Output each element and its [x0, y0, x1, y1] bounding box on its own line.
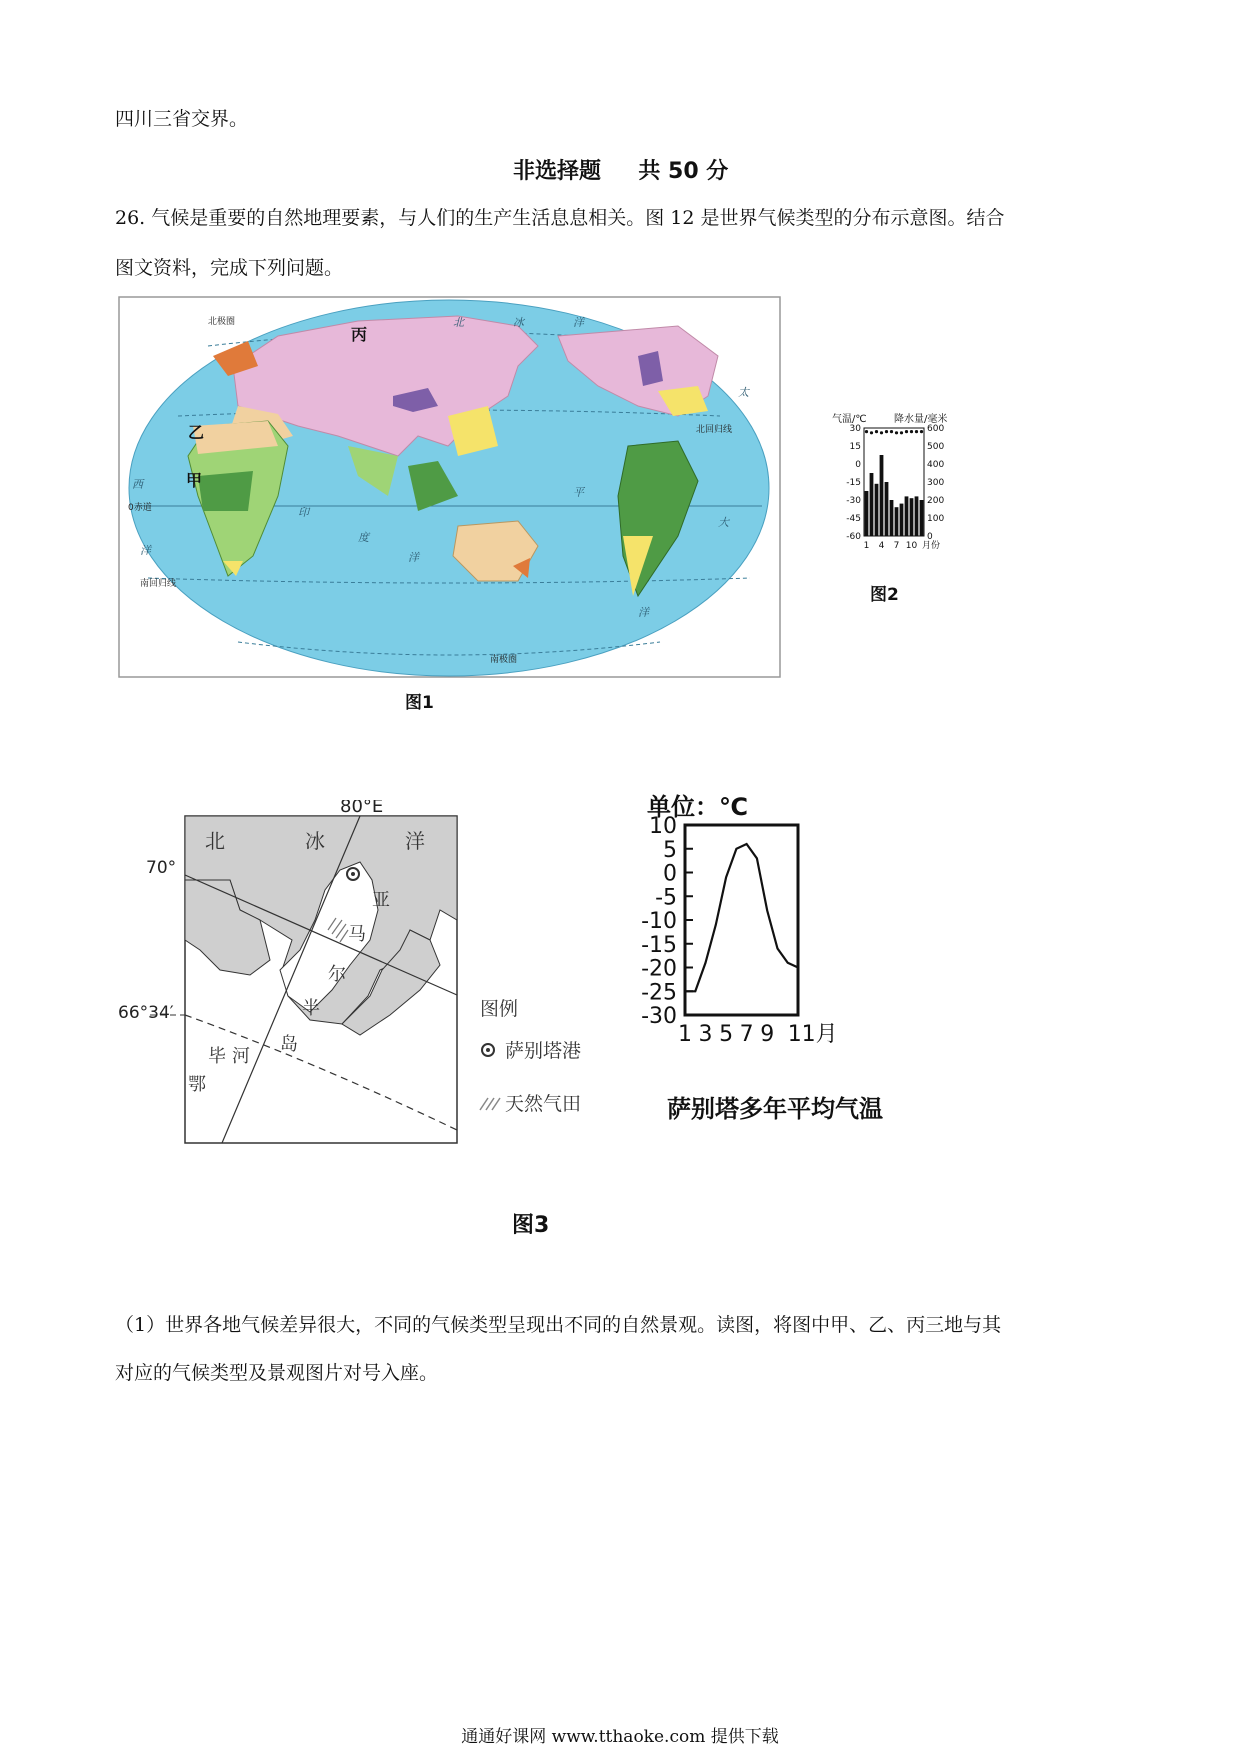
- ocean-char: 度: [358, 531, 369, 544]
- fig3-y-tick-label: 5: [663, 837, 677, 863]
- map-peninsula-char: 马: [348, 924, 366, 945]
- precip-bar: [905, 496, 909, 536]
- fig3-y-tick-label: 0: [663, 861, 677, 887]
- temp-point: [885, 430, 888, 433]
- month-tick-label: 1: [863, 541, 870, 551]
- temp-point: [915, 430, 918, 433]
- label-tropic-capricorn: 南回归线: [140, 579, 177, 589]
- fig2-x-label: 月份: [922, 541, 941, 551]
- map-ocean-char: 冰: [305, 829, 325, 853]
- map-river-char: 河: [232, 1046, 250, 1067]
- precip-bar: [870, 473, 874, 536]
- page-footer: 通通好课网 www.tthaoke.com 提供下载: [461, 1727, 779, 1747]
- ocean-char: 洋: [573, 316, 584, 329]
- temp-point: [865, 430, 868, 433]
- map-peninsula-char: 半: [302, 998, 320, 1019]
- fig3-plot-frame: [685, 825, 798, 1015]
- fig3-y-tick-label: -25: [641, 980, 677, 1006]
- yamal-map: [110, 800, 620, 1160]
- fig3-x-tick-label: 1: [678, 1022, 692, 1047]
- fig3-x-tick-label: 7: [739, 1022, 754, 1047]
- ocean-char: 印: [298, 506, 309, 519]
- precip-tick-label: 0: [927, 532, 933, 542]
- label-jia: 甲: [186, 471, 203, 490]
- ocean-char: 洋: [408, 551, 419, 564]
- fig3-caption: 图3: [512, 1213, 550, 1238]
- month-tick-label: 4: [878, 541, 885, 551]
- map-peninsula-char: 亚: [372, 890, 390, 911]
- fig2-climate-chart: [832, 410, 972, 570]
- temp-point: [875, 430, 878, 433]
- ocean-char: 北: [453, 316, 464, 329]
- temp-point: [900, 431, 903, 434]
- ocean-char: 洋: [140, 544, 151, 557]
- temp-point: [910, 430, 913, 433]
- fig3-unit-label: 单位：℃: [647, 793, 749, 821]
- label-tropic-cancer: 北回归线: [696, 425, 733, 435]
- ocean-char: 太: [738, 386, 749, 399]
- precip-tick-label: 600: [927, 424, 945, 434]
- fig2-plot: [832, 424, 972, 570]
- temp-tick-label: -15: [846, 478, 861, 488]
- precip-bar: [900, 504, 904, 536]
- map-lon-label: 80°E: [340, 800, 384, 817]
- label-arctic-circle: 北极圈: [208, 317, 236, 327]
- precip-bar: [865, 491, 869, 536]
- fig2-temp-axis-label: 气温/℃: [832, 414, 867, 425]
- temp-point: [905, 430, 908, 433]
- question-line-1: 26. 气候是重要的自然地理要素，与人们的生产生活息息相关。图 12 是世界气候类型的分布示意图。结合: [115, 207, 1005, 229]
- fig3-y-tick-label: -10: [641, 909, 677, 934]
- fig3-x-tick-label: 3: [698, 1022, 713, 1047]
- sabetta-temp-chart: [625, 785, 945, 1125]
- month-tick-label: 10: [905, 541, 918, 551]
- gas-field-legend-icon: [480, 1098, 500, 1110]
- map-ocean-char: 洋: [405, 829, 425, 853]
- temp-point: [880, 431, 883, 434]
- temp-point: [870, 431, 873, 434]
- temp-tick-label: -30: [846, 496, 861, 506]
- temperature-line: [685, 844, 798, 991]
- fig3-chart-title: 萨别塔多年平均气温: [667, 1095, 883, 1123]
- subquestion-line-1: （1）世界各地气候差异很大，不同的气候类型呈现出不同的自然景观。读图，将图中甲、乙、丙三地与其: [115, 1314, 1002, 1336]
- fig3-y-tick-label: -20: [641, 956, 677, 982]
- fig1-caption: 图1: [405, 693, 434, 713]
- temp-tick-label: 15: [849, 442, 861, 452]
- map-legend-title: 图例: [480, 998, 519, 1020]
- precip-bar: [915, 496, 919, 536]
- ocean-char: 大: [718, 516, 729, 529]
- map-lat70-label: 70°: [146, 858, 177, 878]
- fig3-y-tick-label: 10: [649, 814, 677, 839]
- precip-bar: [885, 482, 889, 536]
- temp-tick-label: 30: [849, 424, 861, 434]
- precip-bar: [895, 507, 899, 536]
- label-equator: 0赤道: [128, 503, 152, 513]
- fig3-x-tick-label: 11月: [787, 1022, 838, 1047]
- map-ocean-char: 北: [205, 829, 225, 853]
- temp-tick-label: -60: [846, 532, 861, 542]
- map-river-char: 毕: [208, 1046, 226, 1067]
- fig3-y-tick-label: -15: [641, 932, 677, 958]
- month-tick-label: 7: [893, 541, 900, 551]
- precip-bar: [890, 500, 894, 536]
- section-title: [513, 154, 728, 185]
- map-peninsula-char: 岛: [280, 1034, 298, 1055]
- fig2-caption: 图2: [870, 585, 899, 605]
- fig3-y-tick-label: -30: [641, 1004, 677, 1029]
- precip-tick-label: 300: [927, 478, 945, 488]
- previous-text-fragment: 四川三省交界。: [115, 108, 249, 130]
- ocean-char: 洋: [638, 606, 649, 619]
- fig3-x-tick-label: 5: [719, 1022, 734, 1047]
- precip-tick-label: 200: [927, 496, 945, 506]
- fig3-x-tick-label: 9: [760, 1022, 775, 1047]
- ocean-char: 冰: [513, 316, 524, 329]
- temp-point: [920, 430, 923, 433]
- precip-bar: [875, 484, 879, 536]
- fig2-precip-axis-label: 降水量/毫米: [894, 414, 948, 425]
- section-title-text: 非选择题: [513, 159, 602, 184]
- temp-point: [890, 430, 893, 433]
- map-legend-gas: 天然气田: [505, 1093, 582, 1115]
- fig3-y-tick-label: -5: [655, 885, 677, 911]
- precip-tick-label: 400: [927, 460, 945, 470]
- precip-tick-label: 500: [927, 442, 945, 452]
- precip-bar: [880, 455, 884, 536]
- section-score: 共 50 分: [638, 159, 729, 184]
- label-antarctic-circle: 南极圈: [490, 655, 518, 665]
- map-legend-port: 萨别塔港: [505, 1040, 582, 1062]
- temp-tick-label: 0: [855, 460, 861, 470]
- world-climate-map: [118, 296, 781, 682]
- precip-tick-label: 100: [927, 514, 945, 524]
- label-bing: 丙: [351, 325, 368, 344]
- question-line-2: 图文资料，完成下列问题。: [115, 257, 344, 279]
- ocean-char: 平: [573, 486, 584, 499]
- ocean-char: 西: [132, 478, 143, 491]
- temp-point: [895, 431, 898, 434]
- map-peninsula-char: 尔: [328, 964, 346, 985]
- label-yi: 乙: [188, 423, 205, 442]
- map-lat6634-label: 66°34′: [118, 1003, 174, 1023]
- precip-bar: [920, 500, 924, 536]
- map-river-char: 鄂: [188, 1074, 206, 1095]
- precip-bar: [910, 498, 914, 536]
- temp-tick-label: -45: [846, 514, 861, 524]
- subquestion-line-2: 对应的气候类型及景观图片对号入座。: [115, 1362, 439, 1384]
